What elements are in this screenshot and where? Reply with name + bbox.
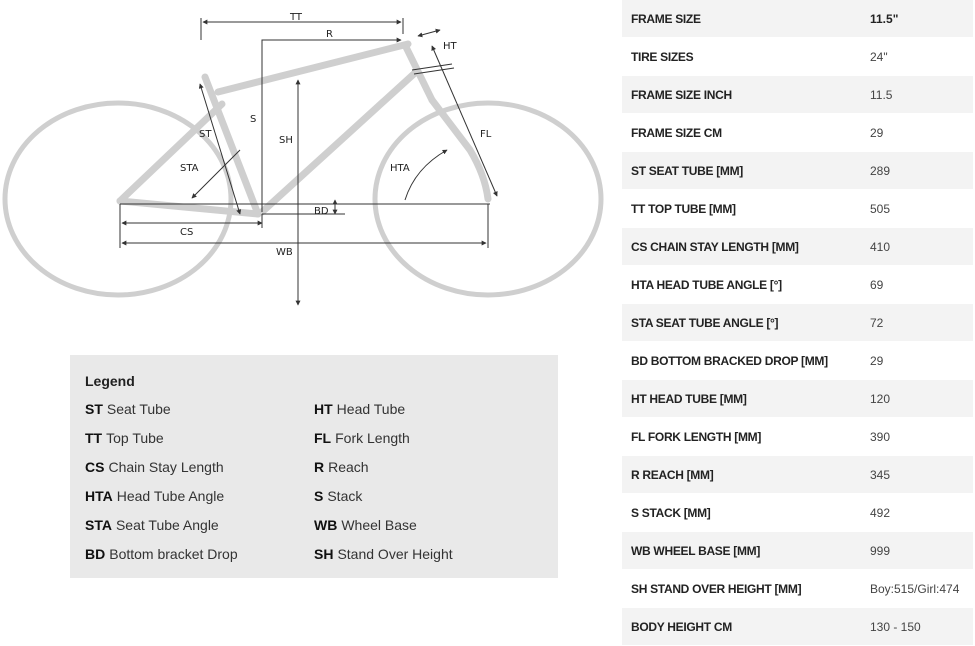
spec-value: 29	[846, 342, 973, 380]
table-row	[622, 38, 973, 76]
table-row	[622, 494, 973, 532]
hta-arc	[405, 150, 447, 200]
ht-dimension	[418, 30, 440, 36]
table-row	[622, 380, 973, 418]
sh-label: SH	[279, 135, 293, 146]
legend-item-bd	[85, 546, 238, 562]
chain-stay	[120, 201, 258, 214]
bike-frame	[120, 44, 488, 214]
legend-text: Bottom bracket Drop	[109, 546, 238, 562]
bd-label: BD	[314, 206, 329, 217]
spec-value: 345	[846, 456, 973, 494]
legend-item-ht	[314, 401, 405, 417]
legend-abbr: R	[314, 459, 325, 475]
spec-value: 505	[846, 190, 973, 228]
legend-item-sh	[314, 546, 453, 562]
spec-value: 390	[846, 418, 973, 456]
legend-abbr: HTA	[85, 488, 113, 504]
spec-label: BD BOTTOM BRACKED DROP [MM]	[622, 342, 846, 380]
fl-label: FL	[480, 129, 492, 140]
legend-item-tt	[85, 430, 164, 446]
legend-text: Seat Tube	[106, 401, 171, 417]
s-label: S	[250, 114, 257, 125]
legend-abbr: WB	[314, 517, 338, 533]
legend-item-sta	[85, 517, 219, 533]
tt-label: TT	[290, 12, 303, 23]
spec-label: HT HEAD TUBE [MM]	[622, 380, 846, 418]
legend-item-fl	[314, 430, 410, 446]
sta-label: STA	[180, 163, 199, 174]
fork	[432, 100, 488, 199]
table-row	[622, 152, 973, 190]
legend-box	[70, 355, 558, 578]
legend-abbr: HT	[314, 401, 333, 417]
legend-text: Head Tube Angle	[116, 488, 225, 504]
spec-value: 410	[846, 228, 973, 266]
spec-label: STA SEAT TUBE ANGLE [°]	[622, 304, 846, 342]
legend-text: Fork Length	[335, 430, 410, 446]
spec-value: 999	[846, 532, 973, 570]
table-row	[622, 532, 973, 570]
spec-label: WB WHEEL BASE [MM]	[622, 532, 846, 570]
spec-label: BODY HEIGHT CM	[622, 608, 846, 646]
table-row	[622, 570, 973, 608]
table-row	[622, 76, 973, 114]
seat-stay	[120, 104, 222, 201]
r-label: R	[326, 29, 333, 40]
spec-label: SH STAND OVER HEIGHT [MM]	[622, 570, 846, 608]
table-row	[622, 304, 973, 342]
legend-text: Reach	[328, 459, 369, 475]
head-tube	[405, 45, 432, 100]
legend-text: Top Tube	[106, 430, 164, 446]
spec-value: 24"	[846, 38, 973, 76]
spec-value: 29	[846, 114, 973, 152]
legend-title: Legend	[85, 373, 135, 389]
spec-label: FL FORK LENGTH [MM]	[622, 418, 846, 456]
legend-item-cs	[85, 459, 224, 475]
legend-abbr: FL	[314, 430, 332, 446]
legend-text: Head Tube	[336, 401, 406, 417]
spec-value: 11.5	[846, 76, 973, 114]
spec-label: S STACK [MM]	[622, 494, 846, 532]
legend-abbr: S	[314, 488, 324, 504]
cs-label: CS	[180, 227, 194, 238]
table-row	[622, 266, 973, 304]
spec-label: R REACH [MM]	[622, 456, 846, 494]
dimension-lines	[120, 18, 497, 305]
spec-value: 120	[846, 380, 973, 418]
geometry-spec-table	[622, 0, 973, 646]
legend-abbr: CS	[85, 459, 105, 475]
wb-label: WB	[276, 247, 293, 258]
legend-text: Seat Tube Angle	[115, 517, 219, 533]
spec-value: 69	[846, 266, 973, 304]
legend-item-st	[85, 401, 171, 417]
top-tube	[218, 44, 408, 92]
ht-label: HT	[443, 41, 457, 52]
bike-geometry-diagram	[0, 0, 610, 320]
legend-abbr: STA	[85, 517, 112, 533]
legend-text: Wheel Base	[341, 517, 417, 533]
table-row	[622, 418, 973, 456]
spec-value: 289	[846, 152, 973, 190]
table-row	[622, 190, 973, 228]
legend-item-hta	[85, 488, 224, 504]
spec-label: TIRE SIZES	[622, 38, 846, 76]
table-row	[622, 456, 973, 494]
spec-label: TT TOP TUBE [MM]	[622, 190, 846, 228]
spec-label: FRAME SIZE CM	[622, 114, 846, 152]
spec-label: ST SEAT TUBE [MM]	[622, 152, 846, 190]
spec-value: 11.5"	[846, 0, 973, 38]
legend-item-wb	[314, 517, 417, 533]
spec-value: Boy:515/Girl:474	[846, 570, 973, 608]
table-row	[622, 608, 973, 646]
table-row	[622, 0, 973, 38]
legend-abbr: ST	[85, 401, 103, 417]
legend-abbr: TT	[85, 430, 103, 446]
hta-label: HTA	[390, 163, 410, 174]
fl-dimension	[432, 46, 497, 196]
spec-label: CS CHAIN STAY LENGTH [MM]	[622, 228, 846, 266]
table-row	[622, 114, 973, 152]
legend-abbr: SH	[314, 546, 334, 562]
spec-value: 72	[846, 304, 973, 342]
spec-value: 130 - 150	[846, 608, 973, 646]
st-label: ST	[199, 129, 212, 140]
spec-value: 492	[846, 494, 973, 532]
legend-text: Chain Stay Length	[108, 459, 224, 475]
legend-item-s	[314, 488, 362, 504]
spec-label: FRAME SIZE	[622, 0, 846, 38]
legend-text: Stand Over Height	[337, 546, 453, 562]
table-row	[622, 228, 973, 266]
spec-label: HTA HEAD TUBE ANGLE [°]	[622, 266, 846, 304]
legend-item-r	[314, 459, 369, 475]
spec-label: FRAME SIZE INCH	[622, 76, 846, 114]
legend-abbr: BD	[85, 546, 106, 562]
legend-text: Stack	[327, 488, 363, 504]
table-row	[622, 342, 973, 380]
